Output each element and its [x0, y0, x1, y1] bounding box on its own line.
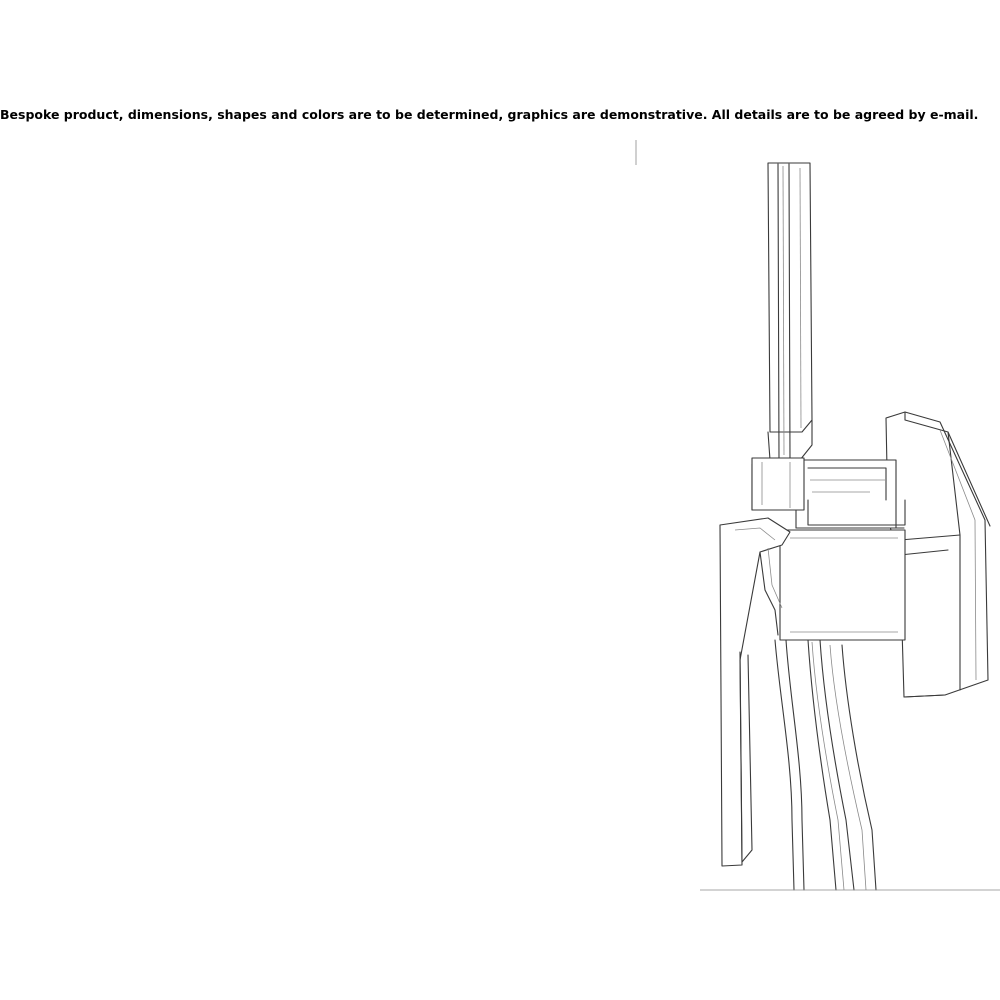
vertical-spout: [752, 163, 812, 510]
disclaimer-text: Bespoke product, dimensions, shapes and colors are to be determined, graphics are demonstrative. All details are to be agreed by e-mail.: [0, 107, 979, 122]
hoses: [775, 640, 876, 890]
